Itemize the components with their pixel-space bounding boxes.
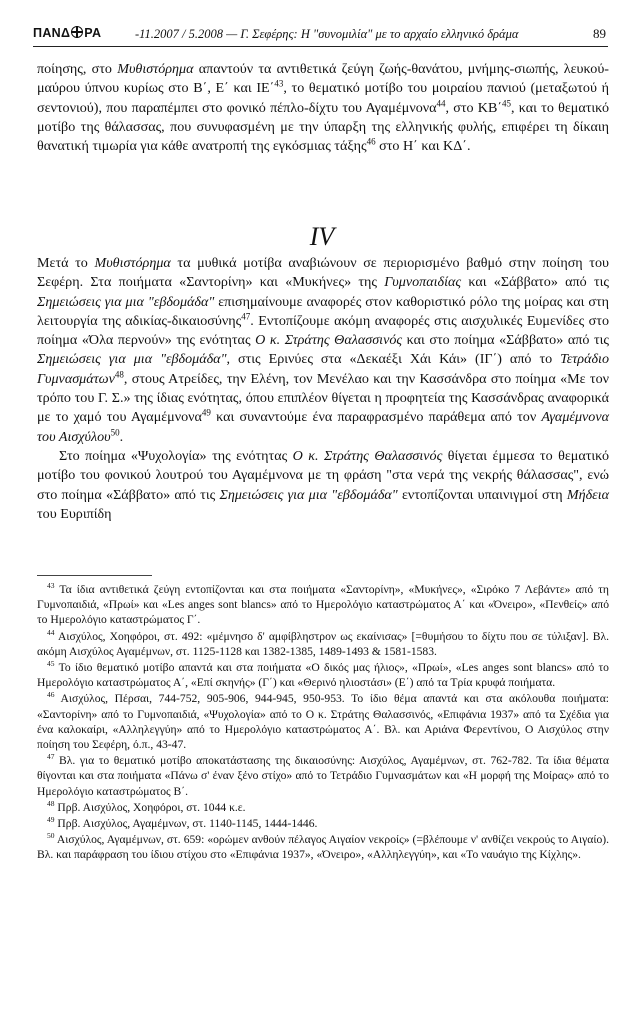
journal-name-part: Ρ — [84, 26, 92, 40]
footnote — [37, 753, 609, 799]
wheel-icon — [71, 26, 83, 38]
footnote-divider — [37, 575, 152, 576]
footnote-text: Βλ. για το θεματικό μοτίβο αποκατάστασης της δικαιοσύνης: Αισχύλος, Αγαμέμνων, στ. 762-782. Τα ίδια θέματα θίγονται και στα ποιήματα «Πάνω σ' έναν ξένο στίχο» από το Τετράδιο Γυμνασμάτων και «Η μορφή της Μοίρας» από το Ημερολόγιο καταστρώματος Β΄. — [37, 754, 609, 798]
running-title: -11.2007 / 5.2008 — Γ. Σεφέρης: Η "συνομιλία" με το αρχαίο ελληνικό δράμα — [135, 27, 519, 41]
body-paragraph: ποίησης, στο Μυθιστόρημα απαντούν τα αντιθετικά ζεύγη ζωής-θανάτου, μνήμης-σιωπής, λευκού-μαύρου ύπνου κυρίως στο Β΄, Ε΄ και ΙΕ΄$^{43}$, το θεματικό μοτίβο του μοιραίου πανιού (μεταξωτού ή σεντονιού), που παραπέμπει στο φονικό πέπλο-δίχτυ του Αγαμέμνονα$^{44}$, στο ΚΒ΄$^{45}$, και το θεματικό μοτίβο της θάλασσας, που συνυφασμένη με την ύπαρξη της ελληνικής φυλής, επιφέρει τη δίκαιη θανατική τιμωρία για κάθε ανατροπή της εγκόσμιας τάξης$^{46}$ στο Η΄ και ΚΔ΄. — [37, 61, 609, 155]
journal-name-part: ΠΑΝΔ — [33, 26, 71, 40]
footnote-number: 43 — [47, 581, 55, 591]
footnote — [37, 629, 609, 659]
section-number: IV — [309, 222, 335, 251]
journal-name-part: Α — [91, 26, 102, 40]
footnote-number: 50 — [47, 831, 55, 841]
footnote-text: Αισχύλος, Χοηφόροι, στ. 492: «μέμνησο δ' αμφίβληστρον ως εκαίνισας» [=θυμήσου το δίχτυ που σε τύλιξαν]. Βλ. ακόμη Αισχύλος Αγαμέμνων, στ. 1125-1128 και 1382-1385, 1489-1493 & 1581-1583. — [37, 629, 609, 658]
footnote — [37, 832, 609, 862]
footnotes — [37, 582, 609, 864]
footnote-number: 45 — [47, 659, 55, 669]
footnote — [37, 691, 609, 752]
footnote-text: Πρβ. Αισχύλος, Χοηφόροι, στ. 1044 κ.ε. — [57, 800, 246, 814]
footnote-number: 47 — [47, 752, 55, 762]
footnote — [37, 816, 609, 831]
footnote-text: Αισχύλος, Αγαμέμνων, στ. 659: «ορώμεν ανθούν πέλαγος Αιγαίον νεκροίς» (=βλέπουμε ν' ανθίζει νεκρούς το Αιγαίο). Βλ. και παράφραση του ίδιου στίχου στο «Επιφάνια 1937», «Όνειρο», «Αλληλεγγύη», και «Το ναυάγιο της Κίχλης». — [37, 833, 609, 862]
running-header — [33, 24, 608, 47]
body-paragraph: Μετά το Μυθιστόρημα τα μυθικά μοτίβα αναβιώνουν σε περιορισμένο βαθμό στην ποίηση του Σεφέρη. Στα ποιήματα «Σαντορίνη» και «Μυκήνες» της Γυμνοπαιδίας και «Σάββατο» από τις Σημειώσεις για μια "εβδομάδα" επισημαίνουμε αναφορές στον καθοριστικό ρόλο της μοίρας και στη λειτουργία της αδικίας-δικαιοσύνης$^{47}$. Εντοπίζουμε ακόμη αναφορές στις αισχυλικές Ευμενίδες στο ποίημα «Όλα περνούν» της ενότητας Ο κ. Στράτης Θαλασσινός και στο ποίημα «Σάββατο» από τις Σημειώσεις για μια "εβδομάδα", στις Ερινύες στα «Δεκαέξι Χάι Κάι» (ΙΓ΄) από το Τετράδιο Γυμνασμάτων$^{48}$, στους Ατρείδες, την Ελένη, τον Μενέλαο και την Κασσάνδρα στο ποίημα «Με τον τρόπο του Γ. Σ.» της ίδιας ενότητας, όπου επιπλέον θίγεται η προφητεία της Κασσάνδρας αναφορικά με το χαμό του Αγαμέμνονα$^{49}$ και συναντούμε ένα παραφρασμένο παράθεμα από τον Αγαμέμνονα του Αισχύλου$^{50}$. Στο ποίημα «Ψυχολογία» της ενότητας Ο κ. Στράτης Θαλασσινός θίγεται έμμεσα το θεματικό μοτίβο του φονικού λουτρού του Αγαμέμνονα με τη φράση "στα νερά της νεκρής θάλασσας", ενώ στο ποίημα «Σάββατο» από τις Σημειώσεις για μια "εβδομάδα" εντοπίζονται υπαινιγμοί στη Μήδεια του Ευριπίδη — [37, 255, 610, 522]
journal-logo — [33, 26, 101, 40]
footnote-text: Πρβ. Αισχύλος, Αγαμέμνων, στ. 1140-1145, 1444-1446. — [57, 817, 318, 831]
footnote-number: 48 — [47, 798, 55, 808]
footnote-number: 49 — [47, 815, 55, 825]
footnote — [37, 800, 609, 815]
footnote — [37, 660, 609, 690]
footnote-text: Αισχύλος, Πέρσαι, 744-752, 905-906, 944-945, 950-953. Το ίδιο θέμα απαντά και στα ακόλουθα ποιήματα: «Σαντορίνη» από το Γυμνοπαιδιά, «Ψυχολογία» από το Ο κ. Στράτης Θαλασσινός, «Επιφάνια 1937» από τα Σχέδια για ένα καλοκαίρι, «Αλληλεγγύη» από το Ημερολόγιο καταστρώματος Α΄. Βλ. και Αριάνα Φερεντίνου, Ο Αισχύλος στην ποίηση του Σεφέρη, ό.π., 43-47. — [37, 692, 610, 752]
footnote-number: 46 — [47, 690, 55, 700]
footnote-text: Τα ίδια αντιθετικά ζεύγη εντοπίζονται και στα ποιήματα «Σαντορίνη», «Μυκήνες», «Σιρόκο 7 Λεβάντε» από τη Γυμνοπαιδιά, «Πρωί» και «Les anges sont blancs» από το Ημερολόγιο καταστρώματος Α΄ και «Όνειρο», «Πενθείς» από το Ημερολόγιο καταστρώματος Γ΄. — [37, 583, 609, 627]
footnote-number: 44 — [47, 627, 55, 637]
footnote-text: Το ίδιο θεματικό μοτίβο απαντά και στα ποιήματα «Ο δικός μας ήλιος», «Πρωί», «Les anges sont blancs» από το Ημερολόγιο καταστρώματος Α΄, «Επί σκηνής» (Γ΄) και «Θερινό ηλιοστάσι» (Ε΄) από τα Τρία κρυφά ποιήματα. — [37, 661, 609, 690]
footnote — [37, 582, 609, 628]
page-number: 89 — [593, 26, 606, 41]
